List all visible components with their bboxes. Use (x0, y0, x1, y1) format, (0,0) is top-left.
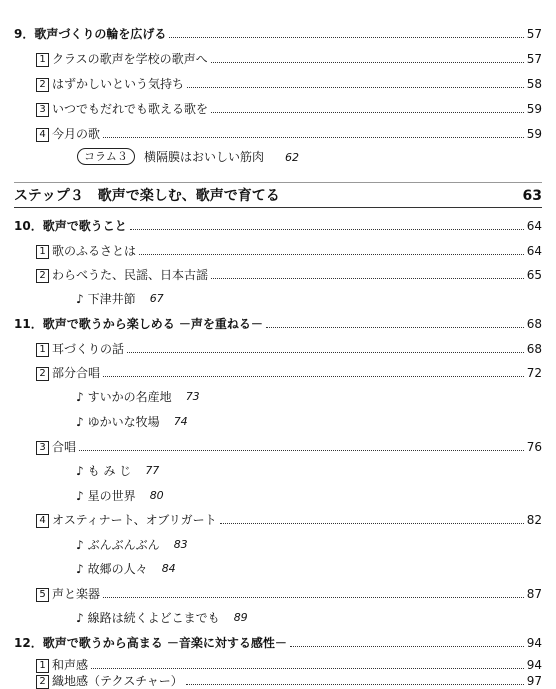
toc-chapter-12[interactable] (0, 631, 556, 651)
toc-column-entry[interactable] (0, 146, 556, 168)
toc-item[interactable] (0, 122, 556, 142)
toc-item[interactable] (0, 72, 556, 92)
leader-dots (290, 645, 524, 647)
toc-item[interactable] (0, 361, 556, 381)
leader-dots (103, 375, 524, 377)
step-divider (14, 207, 542, 208)
item-title: 今月の歌 (52, 127, 101, 141)
song-title: ぶんぶんぶん (87, 538, 160, 552)
toc-song[interactable] (76, 484, 164, 504)
music-note-icon: ♪ (76, 538, 84, 552)
item-number-box: 2 (36, 367, 49, 381)
page-number: 97 (526, 674, 542, 688)
toc-song[interactable] (76, 459, 159, 479)
toc-item[interactable] (0, 582, 556, 602)
leader-dots (103, 136, 524, 138)
page-number: 67 (149, 292, 164, 305)
toc-song[interactable] (76, 385, 200, 405)
item-number-box: 2 (36, 269, 49, 283)
toc-item[interactable] (0, 47, 556, 67)
item-title: 合唱 (52, 440, 77, 454)
column-title: 横隔膜はおいしい筋肉 (144, 150, 265, 164)
page-number: 63 (522, 188, 542, 204)
item-title: クラスの歌声を学校の歌声へ (52, 52, 208, 66)
leader-dots (187, 86, 524, 88)
music-note-icon: ♪ (76, 415, 84, 429)
page-number: 62 (285, 151, 299, 164)
item-title: 和声感 (52, 658, 89, 672)
leader-dots (266, 326, 524, 328)
toc-chapter-11[interactable] (0, 312, 556, 332)
toc-song[interactable] (76, 557, 176, 577)
page-number: 58 (526, 77, 542, 91)
item-number-box: 1 (36, 659, 49, 673)
step-title: ステップ３ 歌声で楽しむ、歌声で育てる (14, 188, 280, 204)
leader-dots (186, 683, 524, 685)
page-number: 64 (526, 244, 542, 258)
music-note-icon: ♪ (76, 611, 84, 625)
page-number: 80 (149, 489, 164, 502)
leader-dots (103, 596, 524, 598)
page-number: 84 (161, 562, 176, 575)
toc-song[interactable] (76, 533, 188, 553)
page-number: 74 (173, 415, 188, 428)
item-number-box: 2 (36, 675, 49, 689)
page-number: 57 (526, 27, 542, 41)
song-title: ゆかいな牧場 (87, 415, 160, 429)
page-number: 59 (526, 127, 542, 141)
page-number: 57 (526, 52, 542, 66)
music-note-icon: ♪ (76, 390, 84, 404)
music-note-icon: ♪ (76, 292, 84, 306)
item-number-box: 5 (36, 588, 49, 602)
song-title: も み じ (87, 464, 132, 478)
item-title: 部分合唱 (52, 366, 101, 380)
page-number: 77 (145, 464, 160, 477)
page-number: 87 (526, 587, 542, 601)
leader-dots (139, 253, 524, 255)
item-title: いつでもだれでも歌える歌を (52, 102, 209, 116)
music-note-icon: ♪ (76, 464, 84, 478)
page-number: 68 (526, 342, 542, 356)
item-number-box: 4 (36, 128, 49, 142)
page-number: 72 (526, 366, 542, 380)
leader-dots (79, 449, 524, 451)
page-number: 94 (526, 636, 542, 650)
chapter-title: 11．歌声で歌うから楽しめる －声を重ねる－ (14, 317, 263, 331)
page-number: 64 (526, 219, 542, 233)
page-number: 76 (526, 440, 542, 454)
item-number-box: 3 (36, 103, 49, 117)
leader-dots (169, 36, 523, 38)
item-number-box: 2 (36, 78, 49, 92)
chapter-title: 10．歌声で歌うこと (14, 219, 127, 233)
music-note-icon: ♪ (76, 562, 84, 576)
column-badge: コラム３ (77, 148, 135, 165)
leader-dots (211, 61, 524, 63)
item-title: 声と楽器 (52, 587, 101, 601)
item-number-box: 4 (36, 514, 49, 528)
song-title: 下津井節 (87, 292, 136, 306)
toc-item[interactable] (0, 508, 556, 528)
toc-song[interactable] (76, 287, 164, 307)
toc-item[interactable] (0, 263, 556, 283)
leader-dots (211, 111, 524, 113)
page-number: 94 (526, 658, 542, 672)
toc-item[interactable] (0, 337, 556, 357)
item-title: 耳づくりの話 (52, 342, 125, 356)
item-number-box: 1 (36, 245, 49, 259)
toc-song[interactable] (76, 606, 248, 626)
toc-item[interactable] (0, 239, 556, 259)
song-title: すいかの名産地 (87, 390, 172, 404)
leader-dots (127, 351, 524, 353)
page-number: 65 (526, 268, 542, 282)
leader-dots (220, 522, 524, 524)
page-number: 89 (233, 611, 248, 624)
toc-step-3[interactable] (0, 186, 556, 208)
toc-chapter-9[interactable] (0, 22, 556, 42)
song-title: 故郷の人々 (87, 562, 148, 576)
item-title: わらべうた、民謡、日本古謡 (52, 268, 209, 282)
page-number: 59 (526, 102, 542, 116)
music-note-icon: ♪ (76, 489, 84, 503)
toc-item[interactable] (0, 97, 556, 117)
item-number-box: 3 (36, 441, 49, 455)
toc-item[interactable] (0, 435, 556, 455)
toc-song[interactable] (76, 410, 188, 430)
song-title: 星の世界 (87, 489, 136, 503)
song-title: 線路は続くよどこまでも (87, 611, 220, 625)
leader-dots (211, 277, 524, 279)
item-number-box: 1 (36, 53, 49, 67)
item-title: 歌のふるさとは (52, 244, 137, 258)
item-title: オスティナート、オブリガート (52, 513, 217, 527)
chapter-title: 9．歌声づくりの輪を広げる (14, 27, 167, 41)
item-title: はずかしいという気持ち (52, 77, 185, 91)
page-number: 83 (173, 538, 188, 551)
item-title: 織地感（テクスチャー） (52, 674, 183, 688)
toc-item[interactable] (0, 669, 556, 689)
step-divider-top (14, 182, 542, 183)
chapter-title: 12．歌声で歌うから高まる －音楽に対する感性－ (14, 636, 287, 650)
toc-chapter-10[interactable] (0, 214, 556, 234)
item-number-box: 1 (36, 343, 49, 357)
leader-dots (130, 228, 524, 230)
page-number: 82 (526, 513, 542, 527)
page-number: 73 (185, 390, 200, 403)
page-number: 68 (526, 317, 542, 331)
